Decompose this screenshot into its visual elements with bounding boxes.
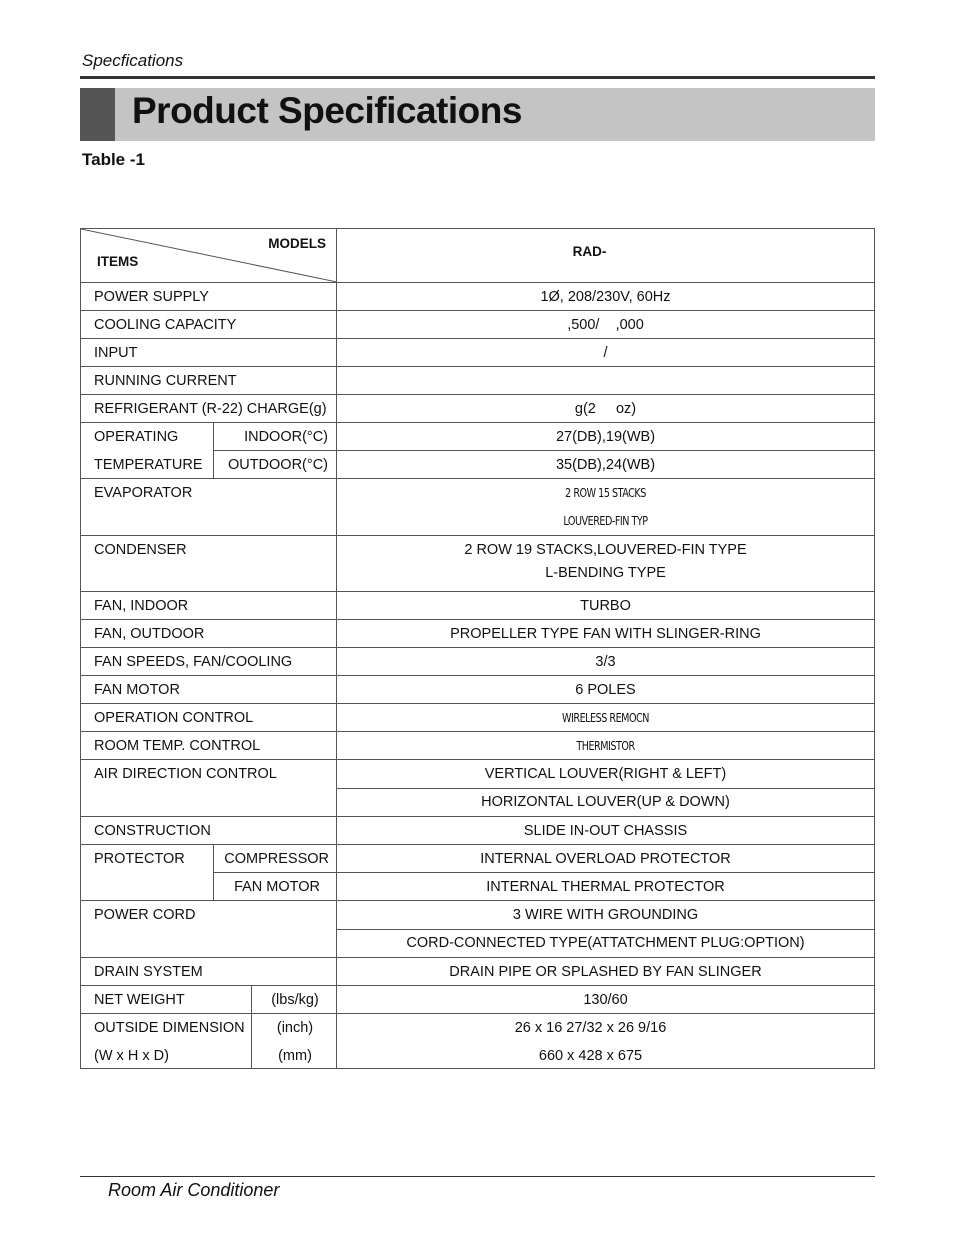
item-value: INTERNAL THERMAL PROTECTOR	[486, 879, 725, 895]
item-value: PROPELLER TYPE FAN WITH SLINGER-RING	[450, 626, 761, 642]
spec-table	[80, 228, 875, 1069]
table-row	[81, 731, 874, 759]
table-row	[81, 900, 874, 957]
unit-label: (mm)	[278, 1048, 312, 1064]
item-value: 1Ø, 208/230V, 60Hz	[540, 289, 671, 305]
item-value: VERTICAL LOUVER(RIGHT & LEFT)	[484, 766, 727, 782]
item-value: DRAIN PIPE OR SPLASHED BY FAN SLINGER	[449, 964, 762, 980]
item-label: OPERATION CONTROL	[94, 710, 254, 726]
item-label: INPUT	[94, 345, 138, 361]
table-row	[81, 366, 874, 394]
unit-cell	[251, 986, 338, 1013]
item-value: 26 x 16 27/32 x 26 9/16	[514, 1020, 667, 1036]
item-value: CORD-CONNECTED TYPE(ATTATCHMENT PLUG:OPTION)	[406, 935, 805, 951]
title-accent-block	[80, 88, 115, 141]
indoor-label: INDOOR(°C)	[244, 429, 328, 445]
table-row	[81, 535, 874, 591]
unit-label: (inch)	[276, 1020, 314, 1036]
item-label: DRAIN SYSTEM	[94, 964, 203, 980]
table-row	[81, 619, 874, 647]
item-label: TEMPERATURE	[94, 457, 203, 473]
item-value: INTERNAL OVERLOAD PROTECTOR	[480, 851, 731, 867]
item-label: REFRIGERANT (R-22) CHARGE(g)	[94, 401, 327, 417]
page-title: Product Specifications	[132, 90, 522, 131]
item-label: RUNNING CURRENT	[94, 373, 237, 389]
item-label: (W x H x D)	[94, 1048, 169, 1064]
corner-cell	[81, 229, 337, 282]
item-value: 2 ROW 19 STACKS,LOUVERED-FIN TYPE	[464, 542, 747, 558]
table-row	[81, 394, 874, 422]
table-row	[81, 647, 874, 675]
header-rule	[80, 76, 875, 79]
item-value: THERMISTOR	[576, 739, 635, 753]
table-row	[81, 703, 874, 731]
item-value: L-BENDING TYPE	[545, 565, 666, 581]
model-name: RAD-	[572, 244, 607, 259]
item-label: POWER CORD	[94, 907, 196, 923]
table-header-row	[81, 229, 874, 282]
item-value: g(2 oz)	[574, 401, 637, 417]
item-label: ROOM TEMP. CONTROL	[94, 738, 261, 754]
item-value: 660 x 428 x 675	[538, 1048, 643, 1064]
item-value: 27(DB),19(WB)	[555, 429, 656, 445]
table-row	[81, 478, 874, 535]
table-row	[81, 844, 874, 900]
item-value: 6 POLES	[575, 682, 636, 698]
item-label: FAN MOTOR	[94, 682, 180, 698]
footer-title: Room Air Conditioner	[108, 1180, 280, 1200]
table-label: Table -1	[82, 150, 145, 169]
items-label: ITEMS	[97, 254, 139, 269]
item-value: HORIZONTAL LOUVER(UP & DOWN)	[481, 794, 730, 810]
item-label: FAN SPEEDS, FAN/COOLING	[94, 654, 293, 670]
item-value: 3/3	[595, 654, 616, 670]
item-label: EVAPORATOR	[94, 485, 193, 501]
table-row	[81, 338, 874, 366]
item-label: PROTECTOR	[94, 851, 185, 867]
unit-label: (lbs/kg)	[271, 992, 319, 1008]
footer-rule	[80, 1176, 875, 1177]
item-label: FAN, INDOOR	[94, 598, 189, 614]
item-value: 35(DB),24(WB)	[555, 457, 656, 473]
model-cell	[337, 229, 874, 282]
item-value: 3 WIRE WITH GROUNDING	[512, 907, 699, 923]
table-row	[81, 282, 874, 310]
table-row	[81, 422, 874, 478]
table-row	[81, 310, 874, 338]
item-value: LOUVERED-FIN TYP	[563, 514, 648, 528]
fan-motor-label: FAN MOTOR	[234, 879, 320, 895]
sub-cell	[213, 845, 338, 900]
table-row	[81, 591, 874, 619]
item-value: 2 ROW 15 STACKS	[565, 486, 646, 500]
sub-cell	[213, 423, 338, 478]
item-value: ,500/ ,000	[567, 317, 644, 333]
table-row	[81, 985, 874, 1013]
item-value: SLIDE IN-OUT CHASSIS	[523, 823, 688, 839]
unit-cell	[251, 1014, 338, 1068]
item-label: CONDENSER	[94, 542, 187, 558]
outdoor-label: OUTDOOR(°C)	[227, 457, 328, 473]
table-row	[81, 957, 874, 985]
item-label: COOLING CAPACITY	[94, 317, 237, 333]
models-label: MODELS	[268, 236, 326, 251]
table-row	[81, 1013, 874, 1068]
section-header: Specfications	[82, 51, 184, 70]
item-label: NET WEIGHT	[94, 992, 185, 1008]
item-value: TURBO	[580, 598, 631, 614]
item-label: AIR DIRECTION CONTROL	[94, 766, 277, 782]
item-label: FAN, OUTDOOR	[94, 626, 205, 642]
table-row	[81, 675, 874, 703]
table-row	[81, 759, 874, 816]
compressor-label: COMPRESSOR	[224, 851, 329, 867]
item-label: OUTSIDE DIMENSION	[94, 1020, 245, 1036]
item-label: CONSTRUCTION	[94, 823, 211, 839]
item-value: 130/60	[583, 992, 628, 1008]
table-row	[81, 816, 874, 844]
item-value: WIRELESS REMOCN	[562, 711, 649, 725]
item-value: /	[603, 345, 608, 361]
item-label: OPERATING	[94, 429, 179, 445]
item-label: POWER SUPPLY	[94, 289, 209, 305]
